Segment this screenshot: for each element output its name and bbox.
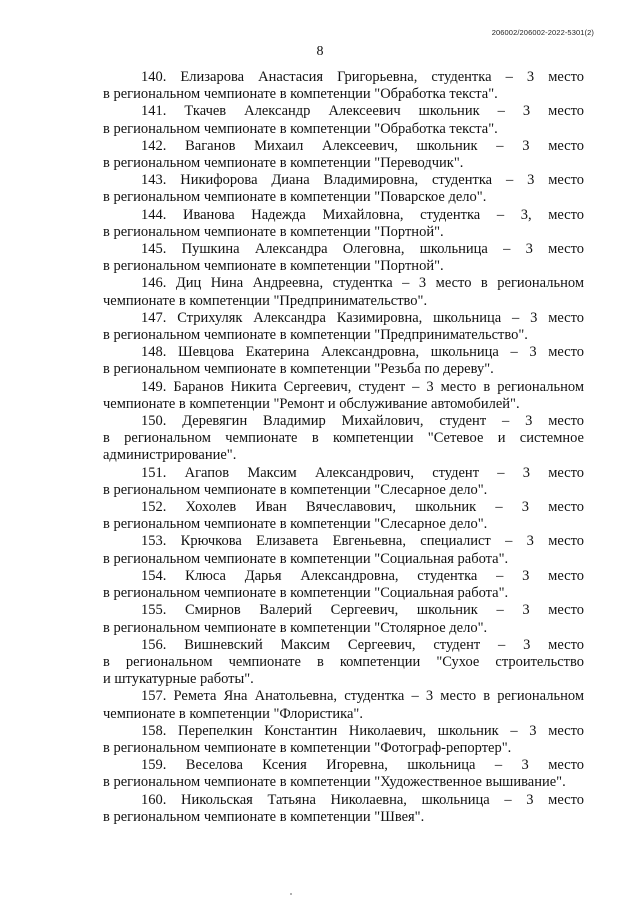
entry-continuation-line: в региональном чемпионате в компетенции "Сухое строительство [103,653,584,670]
list-item [103,379,584,413]
list-item [103,172,584,206]
entry-first-line: 146. Диц Нина Андреевна, студентка – 3 место в региональном [141,275,584,292]
award-list [103,69,584,826]
entry-first-line: 160. Никольская Татьяна Николаевна, школьница – 3 место [141,791,584,808]
list-item [103,688,584,722]
entry-continuation-line: в региональном чемпионате в компетенции "Слесарное дело". [103,481,488,498]
list-item [103,602,584,636]
entry-continuation-line: чемпионате в компетенции "Флористика". [103,705,363,722]
entry-continuation-line: и штукатурные работы". [103,671,254,688]
entry-continuation-line: чемпионате в компетенции "Предпринимательство". [103,292,428,309]
list-item [103,413,584,465]
list-item [103,637,584,689]
list-item [103,275,584,309]
entry-first-line: 149. Баранов Никита Сергеевич, студент – 3 место в региональном [141,378,584,395]
entry-continuation-line: в региональном чемпионате в компетенции "Резьба по дереву". [103,361,494,378]
entry-first-line: 140. Елизарова Анастасия Григорьевна, студентка – 3 место [141,69,584,85]
list-item [103,792,584,826]
entry-first-line: 159. Веселова Ксения Игоревна, школьница – 3 место [141,757,584,774]
entry-first-line: 157. Ремета Яна Анатольевна, студентка – 3 место в региональном [141,688,584,705]
document-code: 206002/206002-2022-5301(2) [491,28,594,37]
entry-continuation-line: в региональном чемпионате в компетенции "Столярное дело". [103,619,488,636]
list-item [103,103,584,137]
entry-continuation-line: в региональном чемпионате в компетенции "Портной". [103,223,444,240]
list-item [103,138,584,172]
entry-continuation-line: в региональном чемпионате в компетенции "Художественное вышивание". [103,774,566,791]
entry-first-line: 158. Перепелкин Константин Николаевич, школьник – 3 место [141,722,584,739]
list-item [103,310,584,344]
entry-continuation-line: в региональном чемпионате в компетенции "Поварское дело". [103,189,487,206]
entry-continuation-line: в региональном чемпионате в компетенции "Обработка текста". [103,120,498,137]
list-item [103,533,584,567]
entry-continuation-line: в региональном чемпионате в компетенции "Портной". [103,258,444,275]
list-item [103,241,584,275]
page-number: 8 [316,44,324,59]
entry-first-line: 151. Агапов Максим Александрович, студент – 3 место [141,464,584,481]
entry-continuation-line: в региональном чемпионате в компетенции "Переводчик". [103,155,464,172]
list-item [103,207,584,241]
entry-continuation-line: в региональном чемпионате в компетенции "Слесарное дело". [103,516,488,533]
entry-continuation-line: в региональном чемпионате в компетенции "Швея". [103,808,425,825]
entry-first-line: 142. Ваганов Михаил Алексеевич, школьник – 3 место [141,137,584,154]
entry-first-line: 153. Крючкова Елизавета Евгеньевна, специалист – 3 место [141,533,584,550]
entry-continuation-line: чемпионате в компетенции "Ремонт и обслуживание автомобилей". [103,395,520,412]
list-item [103,465,584,499]
entry-first-line: 156. Вишневский Максим Сергеевич, студент – 3 место [141,636,584,653]
list-item [103,723,584,757]
entry-continuation-line: администрирование". [103,447,237,464]
entry-continuation-line: в региональном чемпионате в компетенции "Социальная работа". [103,585,509,602]
scan-speck [290,893,292,895]
list-item [103,568,584,602]
entry-first-line: 154. Клюса Дарья Александровна, студентка – 3 место [141,567,584,584]
entry-continuation-line: в региональном чемпионате в компетенции "Сетевое и системное [103,430,584,447]
entry-first-line: 141. Ткачев Александр Алексеевич школьник – 3 место [141,103,584,120]
list-item [103,69,584,103]
entry-first-line: 148. Шевцова Екатерина Александровна, школьница – 3 место [141,344,584,361]
entry-first-line: 145. Пушкина Александра Олеговна, школьница – 3 место [141,241,584,258]
entry-continuation-line: в региональном чемпионате в компетенции "Социальная работа". [103,550,509,567]
entry-continuation-line: в региональном чемпионате в компетенции "Обработка текста". [103,86,498,103]
list-item [103,344,584,378]
entry-first-line: 144. Иванова Надежда Михайловна, студентка – 3, место [141,206,584,223]
list-item [103,757,584,791]
entry-continuation-line: в региональном чемпионате в компетенции "Предпринимательство". [103,327,528,344]
entry-first-line: 147. Стрихуляк Александра Казимировна, школьница – 3 место [141,309,584,326]
entry-first-line: 152. Хохолев Иван Вячеславович, школьник – 3 место [141,499,584,516]
entry-continuation-line: в региональном чемпионате в компетенции "Фотограф-репортер". [103,739,512,756]
entry-first-line: 150. Деревягин Владимир Михайлович, студент – 3 место [141,413,584,430]
entry-first-line: 143. Никифорова Диана Владимировна, студентка – 3 место [141,172,584,189]
entry-first-line: 155. Смирнов Валерий Сергеевич, школьник – 3 место [141,602,584,619]
list-item [103,499,584,533]
